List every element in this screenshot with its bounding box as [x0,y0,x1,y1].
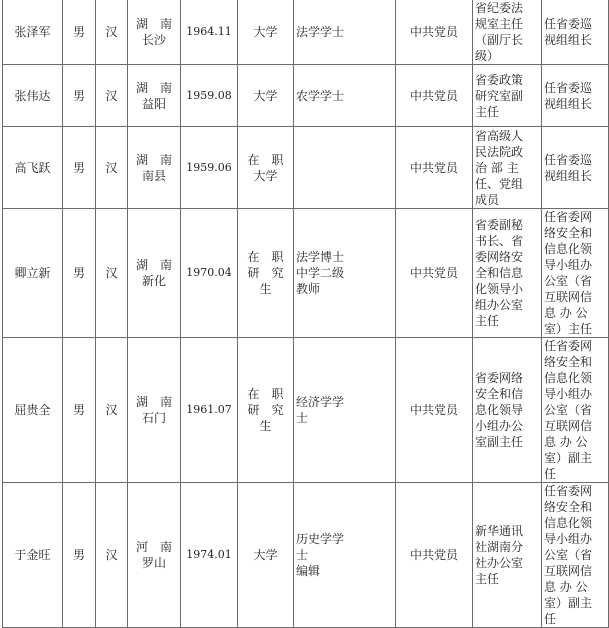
cell-degree [294,483,396,628]
cell-degree-line: 教师 [296,282,321,296]
cell-education [238,209,294,338]
cell-birthplace-line: 新化 [141,274,166,288]
cell-new-position-line: 任省委巡 [544,80,593,95]
cell-former-position-line: 社湖南分 [475,540,524,554]
cell-former-position-line: 主任 [475,572,500,586]
cell-gender: 男 [63,209,96,338]
cell-ethnicity: 汉 [96,209,128,338]
cell-party: 中共党员 [396,127,473,209]
cell-party: 中共党员 [396,209,473,338]
cell-new-position-line: 息 办 公 [544,435,588,449]
cell-birthplace [128,483,181,628]
cell-former-position [473,338,542,483]
table-row [3,209,609,338]
cell-new-position-line: 络安全和 [544,226,593,240]
cell-education [238,65,294,127]
cell-education-line: 在 职 [247,387,284,401]
cell-gender: 男 [63,65,96,127]
cell-party: 中共党员 [396,338,473,483]
cell-former-position-line: （副厅长 [475,33,524,47]
cell-education-line: 生 [259,282,272,296]
cell-education-line: 大学 [253,548,278,562]
cell-new-position-line: 任省委网 [544,210,593,224]
cell-education-line: 研 究 [247,403,284,417]
cell-ethnicity: 汉 [96,483,128,628]
cell-former-position-line: 息化领导 [475,403,524,417]
cell-new-position-line: 络安全和 [544,355,593,369]
cell-education [238,483,294,628]
cell-former-position [473,0,542,65]
cell-former-position [473,127,542,209]
cell-party: 中共党员 [396,65,473,127]
cell-new-position-line: 互联网信 [544,419,593,433]
cell-ethnicity: 汉 [96,338,128,483]
cell-former-position-line: 省委网络 [475,371,524,385]
cell-education-line: 大学 [253,88,278,103]
cell-new-position-line: 信息化领 [544,371,593,385]
cell-former-position-line: 省委副秘 [475,218,524,232]
cell-former-position-line: 化领导小 [475,282,524,296]
cell-former-position-line: 委网络安 [475,250,524,264]
cell-former-position-line: 治 部 主 [475,160,519,175]
cell-degree [294,65,396,127]
cell-new-position-line: 任省委巡 [544,152,593,167]
cell-degree-line: 中学二级 [296,266,345,280]
cell-ethnicity: 汉 [96,65,128,127]
cell-former-position-line: 省高级人 [475,128,524,143]
table-body [3,0,609,628]
appointment-table [2,0,609,628]
cell-former-position-line: 省纪委法 [475,1,524,15]
cell-former-position-line: 小组办公 [475,419,524,433]
cell-former-position-line: 级） [475,49,500,63]
cell-new-position-line: 室）副主 [544,451,593,465]
cell-birthplace-line: 益阳 [141,96,166,111]
cell-new-position-line: 信息化领 [544,516,593,530]
cell-birth-date: 1970.04 [181,209,238,338]
cell-degree-line: 法学学士 [296,25,345,39]
cell-new-position-line: 视组组长 [544,33,593,47]
cell-birth-date: 1961.07 [181,338,238,483]
cell-education-line: 在 职 [247,250,284,264]
cell-birthplace-line: 长沙 [141,33,166,47]
cell-education-line: 研 究 [247,266,284,280]
cell-degree-line: 经济学学 [296,395,345,409]
cell-degree [294,127,396,209]
cell-former-position [473,483,542,628]
cell-former-position-line: 省委政策 [475,72,524,87]
cell-degree [294,0,396,65]
cell-birthplace [128,127,181,209]
cell-birthplace-line: 湖 南 [135,395,172,409]
cell-degree-line: 士 [296,548,309,562]
cell-degree-line: 编辑 [296,564,321,578]
cell-new-position [542,65,609,127]
cell-education-line: 大学 [253,25,278,39]
cell-new-position-line: 息 办 公 [544,580,588,594]
cell-new-position-line: 任省委巡 [544,17,593,31]
cell-former-position-line: 新华通讯 [475,524,524,538]
cell-former-position [473,209,542,338]
cell-new-position-line: 互联网信 [544,564,593,578]
cell-former-position-line: 全和信息 [475,266,524,280]
cell-name: 屈贵全 [3,338,63,483]
cell-former-position-line: 任、党组 [475,176,524,191]
cell-education [238,338,294,483]
cell-birthplace-line: 湖 南 [135,152,172,167]
cell-new-position-line: 公室（省 [544,548,593,562]
cell-gender: 男 [63,127,96,209]
cell-former-position [473,65,542,127]
cell-name: 于金旺 [3,483,63,628]
cell-new-position [542,209,609,338]
cell-birth-date: 1974.01 [181,483,238,628]
cell-new-position-line: 室）主任 [544,322,593,336]
cell-degree-line: 法学博士 [296,250,345,264]
cell-gender: 男 [63,483,96,628]
cell-former-position-line: 民法院政 [475,144,524,159]
cell-name: 张伟达 [3,65,63,127]
cell-new-position-line: 视组组长 [544,168,593,183]
cell-gender: 男 [63,0,96,65]
cell-birthplace-line: 河 南 [135,540,172,554]
table-row [3,338,609,483]
cell-new-position [542,127,609,209]
cell-degree [294,338,396,483]
cell-new-position-line: 信息化领 [544,242,593,256]
cell-degree-line: 士 [296,411,309,425]
cell-new-position-line: 任 [544,467,557,481]
cell-name: 卿立新 [3,209,63,338]
cell-birthplace [128,338,181,483]
cell-former-position-line: 书长、省 [475,234,524,248]
cell-birthplace-line: 湖 南 [135,258,172,272]
table-row [3,127,609,209]
cell-former-position-line: 主任 [475,314,500,328]
cell-birthplace [128,209,181,338]
cell-birth-date: 1959.08 [181,65,238,127]
cell-degree-line: 历史学学 [296,532,345,546]
cell-birthplace-line: 石门 [141,411,166,425]
cell-birthplace [128,0,181,65]
cell-ethnicity: 汉 [96,0,128,65]
cell-education-line: 在 职 [247,152,284,167]
cell-party: 中共党员 [396,0,473,65]
cell-name: 高飞跃 [3,127,63,209]
cell-new-position [542,338,609,483]
cell-former-position-line: 组办公室 [475,298,524,312]
cell-education [238,127,294,209]
cell-new-position [542,483,609,628]
cell-education-line: 生 [259,419,272,433]
cell-new-position-line: 导小组办 [544,387,593,401]
cell-birthplace-line: 湖 南 [135,17,172,31]
table-row [3,483,609,628]
cell-new-position-line: 导小组办 [544,532,593,546]
cell-former-position-line: 室副主任 [475,435,524,449]
cell-degree-line: 农学学士 [296,88,345,103]
cell-birthplace-line: 南县 [141,168,166,183]
cell-education-line: 大学 [253,168,278,183]
table-row [3,65,609,127]
cell-new-position-line: 视组组长 [544,96,593,111]
cell-former-position-line: 规室主任 [475,17,524,31]
cell-degree [294,209,396,338]
cell-birthplace-line: 湖 南 [135,80,172,95]
cell-party: 中共党员 [396,483,473,628]
cell-ethnicity: 汉 [96,127,128,209]
cell-birth-date: 1959.06 [181,127,238,209]
cell-new-position-line: 任省委网 [544,484,593,498]
cell-former-position-line: 研究室副 [475,88,524,103]
cell-former-position-line: 安全和信 [475,387,524,401]
cell-education [238,0,294,65]
cell-new-position-line: 公室（省 [544,403,593,417]
cell-new-position-line: 互联网信 [544,290,593,304]
cell-new-position-line: 息 办 公 [544,306,588,320]
table-row [3,0,609,65]
cell-new-position-line: 导小组办 [544,258,593,272]
cell-new-position-line: 室）副主 [544,596,593,610]
cell-name: 张泽军 [3,0,63,65]
cell-former-position-line: 主任 [475,104,500,119]
cell-birthplace [128,65,181,127]
cell-new-position-line: 络安全和 [544,500,593,514]
cell-new-position-line: 公室（省 [544,274,593,288]
cell-former-position-line: 社办公室 [475,556,524,570]
cell-new-position-line: 任 [544,612,557,626]
cell-gender: 男 [63,338,96,483]
cell-birth-date: 1964.11 [181,0,238,65]
cell-new-position-line: 任省委网 [544,339,593,353]
cell-former-position-line: 成员 [475,192,500,207]
cell-birthplace-line: 罗山 [141,556,166,570]
cell-new-position [542,0,609,65]
